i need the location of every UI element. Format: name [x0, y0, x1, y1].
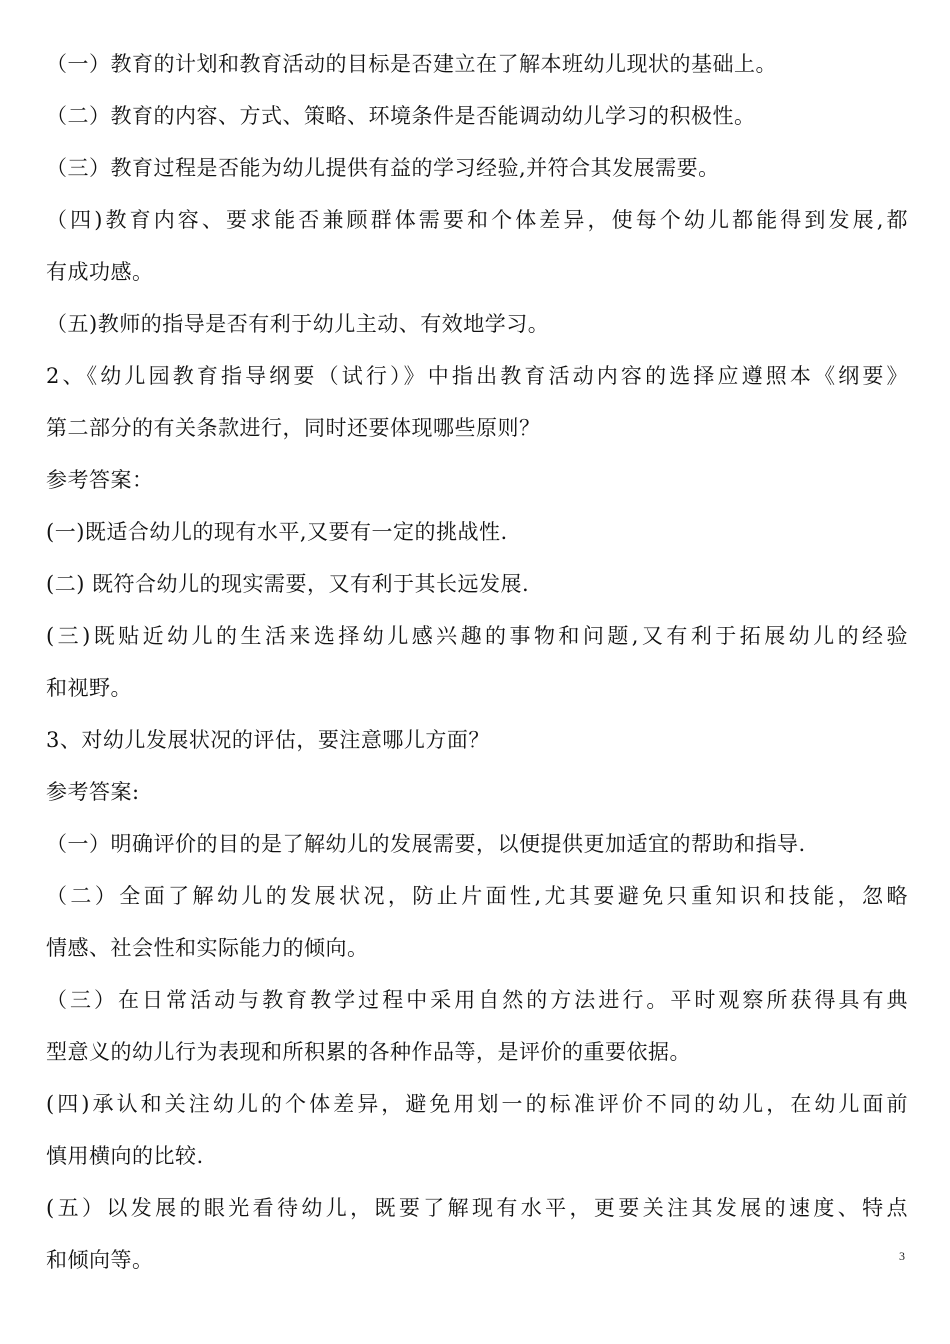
answer-label: 参考答案: [46, 780, 140, 804]
text-line: 和视野。 [46, 676, 132, 700]
page-number: 3 [899, 1249, 905, 1263]
text-line: 和倾向等。 [46, 1248, 154, 1272]
text-line: （五)教师的指导是否有利于幼儿主动、有效地学习。 [46, 312, 550, 336]
text-line: （一）明确评价的目的是了解幼儿的发展需要，以便提供更加适宜的帮助和指导. [46, 832, 806, 856]
text-line: (二) 既符合幼儿的现实需要，又有利于其长远发展. [46, 572, 530, 596]
text-line: (四)承认和关注幼儿的个体差异，避免用划一的标准评价不同的幼儿，在幼儿面前 [46, 1092, 908, 1116]
text-line: 慎用横向的比较. [46, 1144, 204, 1168]
text-line: (三)既贴近幼儿的生活来选择幼儿感兴趣的事物和问题,又有利于拓展幼儿的经验 [46, 624, 908, 648]
text-line: （四)教育内容、要求能否兼顾群体需要和个体差异，使每个幼儿都能得到发展,都 [46, 208, 908, 232]
text-line: （三）教育过程是否能为幼儿提供有益的学习经验,并符合其发展需要。 [46, 156, 720, 180]
text-line: （二）教育的内容、方式、策略、环境条件是否能调动幼儿学习的积极性。 [46, 104, 756, 128]
text-line: (一)既适合幼儿的现有水平,又要有一定的挑战性. [46, 520, 508, 544]
text-line: 情感、社会性和实际能力的倾向。 [46, 936, 369, 960]
question-heading: 第二部分的有关条款进行，同时还要体现哪些原则？ [46, 416, 541, 440]
text-line: （一）教育的计划和教育活动的目标是否建立在了解本班幼儿现状的基础上。 [46, 52, 777, 76]
answer-label: 参考答案： [46, 468, 154, 492]
text-line: (五）以发展的眼光看待幼儿，既要了解现有水平，更要关注其发展的速度、特点 [46, 1196, 908, 1220]
question-heading: 2、《幼儿园教育指导纲要（试行）》中指出教育活动内容的选择应遵照本《纲要》 [46, 364, 908, 388]
text-line: 有成功感。 [46, 260, 154, 284]
text-line: （二）全面了解幼儿的发展状况，防止片面性,尤其要避免只重知识和技能，忽略 [46, 884, 908, 908]
text-line: 型意义的幼儿行为表现和所积累的各种作品等，是评价的重要依据。 [46, 1040, 691, 1064]
question-heading: 3、对幼儿发展状况的评估，要注意哪儿方面？ [46, 728, 490, 752]
text-line: （三）在日常活动与教育教学过程中采用自然的方法进行。平时观察所获得具有典 [46, 988, 908, 1012]
document-body [46, 44, 908, 1280]
